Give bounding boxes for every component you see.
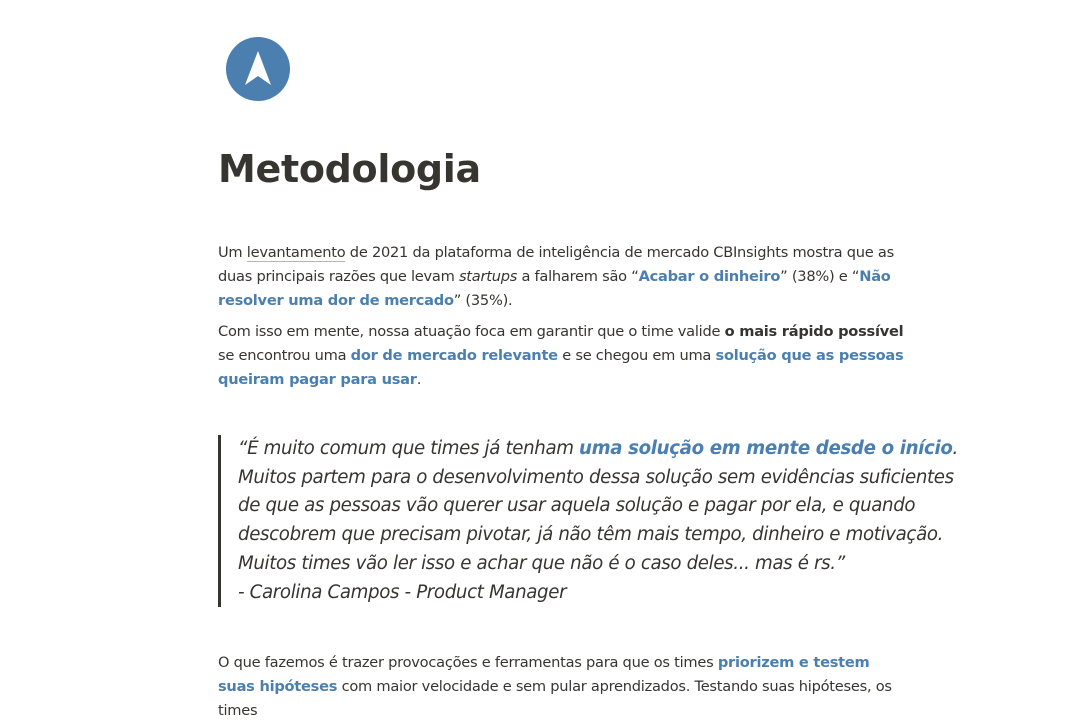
- quote-author: - Carolina Campos - Product Manager: [238, 581, 567, 603]
- intro-paragraph: [218, 241, 910, 313]
- text: com maior velocidade e sem pular aprendizados. Testando suas hipóteses, os times: [218, 678, 892, 719]
- text: .: [952, 438, 958, 459]
- text: O que fazemos é trazer provocações e ferramentas para que os times: [218, 654, 718, 671]
- highlight-acabar-dinheiro: Acabar o dinheiro: [638, 268, 781, 285]
- text: Com isso em mente, nossa atuação foca em garantir que o time valide: [218, 323, 725, 340]
- quote-line: descobrem que precisam pivotar, já não têm mais tempo, dinheiro e motivação.: [238, 524, 944, 546]
- levantamento-link[interactable]: levantamento: [246, 244, 346, 261]
- text: e se chegou em uma: [557, 347, 716, 364]
- highlight-priorizem: priorizem e testem suas hipóteses: [218, 654, 870, 695]
- strong-mais-rapido: o mais rápido possível: [724, 323, 904, 340]
- quote-line: [238, 435, 958, 464]
- highlight-solucao-pagar: solução que as pessoas queiram pagar para usar: [218, 347, 904, 388]
- startups-emphasis: startups: [458, 268, 518, 285]
- text: ” (35%).: [453, 292, 513, 309]
- text: Um: [218, 244, 247, 261]
- text: se encontrou uma: [218, 347, 351, 364]
- text: “É muito comum que times já tenham: [238, 438, 580, 459]
- highlight-dor-mercado: Não resolver uma dor de mercado: [218, 268, 891, 309]
- quote-line: Muitos times vão ler isso e achar que não é o caso deles... mas é rs.”: [238, 552, 845, 574]
- approach-paragraph: [218, 651, 910, 723]
- quote-line: Muitos partem para o desenvolvimento dessa solução sem evidências suficientes: [238, 466, 954, 488]
- text: a falharem são “: [517, 268, 639, 285]
- text: .: [416, 371, 422, 388]
- quote-line: de que as pessoas vão querer usar aquela solução e pagar por ela, e quando: [238, 495, 916, 517]
- testimonial-quote: [218, 435, 958, 607]
- quote-highlight: uma solução em mente desde o início: [579, 438, 953, 459]
- text: ” (38%) e “: [780, 268, 860, 285]
- page-title: Metodologia: [218, 147, 481, 191]
- text: de 2021 da plataforma de inteligência de mercado CBInsights mostra que as duas principais razões que levam: [218, 244, 894, 285]
- navigation-arrow-icon: [226, 37, 290, 101]
- highlight-dor-relevante: dor de mercado relevante: [350, 347, 558, 364]
- focus-paragraph: [218, 320, 910, 392]
